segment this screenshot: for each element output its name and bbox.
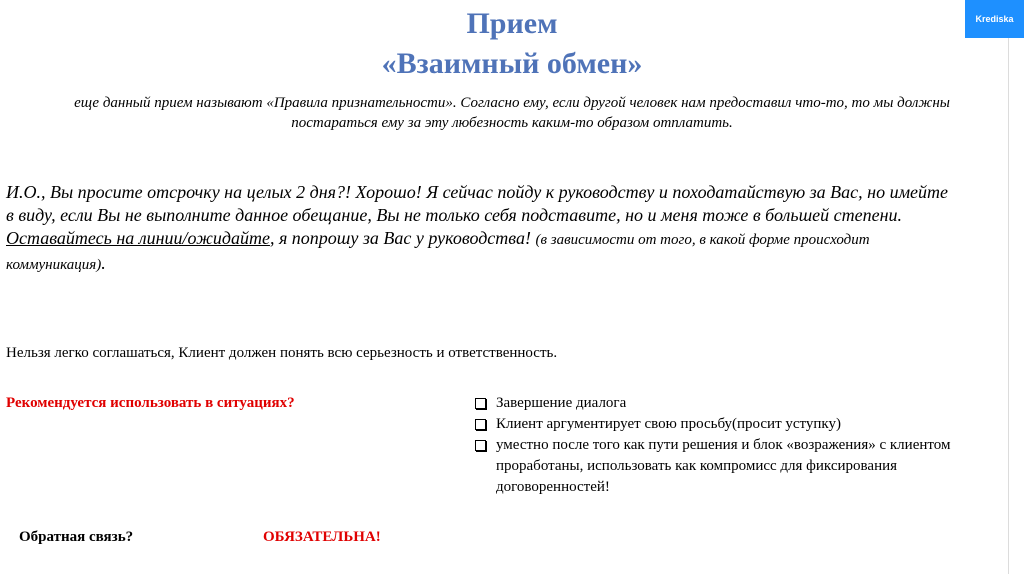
example-line-3	[6, 227, 1016, 252]
logo-text: Krediska	[975, 14, 1014, 24]
checkbox-bullet-icon	[475, 398, 486, 409]
example-line-4	[6, 252, 1016, 277]
feedback-label: Обратная связь?	[19, 529, 134, 545]
slide-edge-divider	[1008, 0, 1009, 574]
example-line-4-note: коммуникация)	[6, 257, 102, 273]
slide-title	[0, 4, 1024, 84]
example-line-3-note: (в зависимости от того, в какой форме происходит	[535, 232, 870, 248]
situation-text: уместно после того как пути решения и блок «возражения» с клиентом проработаны, использовать как компромисс для фиксирования договоренностей!	[496, 437, 951, 495]
intro-line-1: еще данный прием называют «Правила признательности». Согласно ему, если другой человек нам предоставил что-то, то мы должны	[74, 95, 950, 111]
example-line-4-end: .	[101, 253, 106, 273]
example-line-2: в виду, если Вы не выполните данное обещание, Вы не только себя подставите, но и меня тоже в большей степени.	[6, 205, 903, 225]
title-line-2: «Взаимный обмен»	[381, 47, 643, 80]
example-line-1: И.О., Вы просите отсрочку на целых 2 дня?! Хорошо! Я сейчас пойду к руководству и походатайствую за Вас, но имейте	[6, 182, 949, 202]
situations-list	[474, 393, 964, 498]
feedback-value: ОБЯЗАТЕЛЬНА!	[263, 529, 381, 545]
situation-text: Завершение диалога	[496, 395, 627, 411]
intro-paragraph	[10, 93, 1014, 133]
recommend-label: Рекомендуется использовать в ситуациях?	[6, 395, 295, 411]
title-line-1: Прием	[466, 7, 558, 40]
situation-item	[474, 435, 964, 498]
situation-text: Клиент аргументирует свою просьбу(просит уступку)	[496, 416, 841, 432]
example-script	[6, 181, 1016, 277]
example-line-3-rest: , я попрошу за Вас у руководства!	[269, 228, 536, 248]
warning-note: Нельзя легко соглашаться, Клиент должен понять всю серьезность и ответственность.	[6, 345, 558, 361]
situation-item	[474, 393, 964, 414]
hold-line-phrase: Оставайтесь на линии/ожидайте	[6, 228, 270, 248]
checkbox-bullet-icon	[475, 440, 486, 451]
intro-line-2: постараться ему за эту любезность каким-то образом отплатить.	[291, 115, 733, 131]
situation-item	[474, 414, 964, 435]
checkbox-bullet-icon	[475, 419, 486, 430]
